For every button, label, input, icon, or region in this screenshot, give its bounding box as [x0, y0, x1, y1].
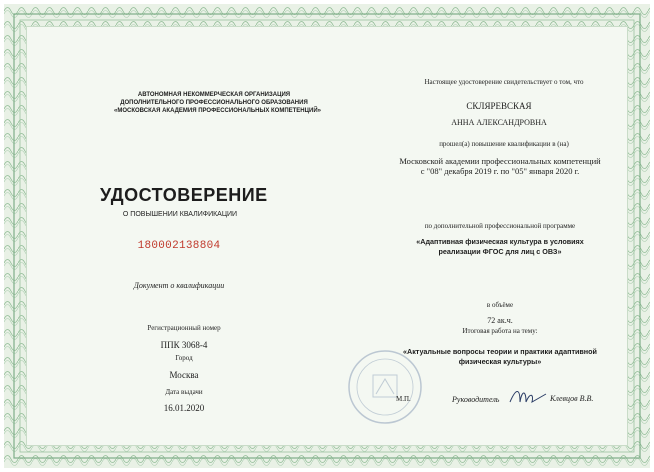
- seal-stamp: [346, 348, 424, 426]
- final-work-line-1: «Актуальные вопросы теории и практики адаптивной: [403, 347, 597, 356]
- stamp-place-label: М.П.: [396, 395, 411, 403]
- registration-label: Регистрационный номер: [147, 324, 221, 332]
- org-line-3: «МОСКОВСКАЯ АКАДЕМИЯ ПРОФЕССИОНАЛЬНЫХ КОМПЕТЕНЦИЙ»: [114, 108, 321, 114]
- holder-surname: СКЛЯРЕВСКАЯ: [466, 101, 532, 111]
- program-title-line-1: «Адаптивная физическая культура в условиях: [416, 237, 584, 246]
- document-subtitle: О ПОВЫШЕНИИ КВАЛИФИКАЦИИ: [122, 211, 238, 218]
- inner-field: [26, 26, 628, 446]
- org-line-1: АВТОНОМНАЯ НЕКОММЕРЧЕСКАЯ ОРГАНИЗАЦИЯ: [137, 92, 291, 98]
- volume-label: в объёме: [486, 301, 514, 309]
- supervisor-name: Клевцов В.В.: [550, 394, 594, 403]
- supervisor-label: Руководитель: [452, 395, 500, 404]
- passed-text: прошел(а) повышение квалификации в (на): [439, 140, 569, 148]
- city-value: Москва: [169, 370, 199, 380]
- final-work-label: Итоговая работа на тему:: [462, 327, 538, 335]
- holder-name: АННА АЛЕКСАНДРОВНА: [451, 118, 547, 127]
- program-label: по дополнительной профессиональной программе: [424, 222, 576, 230]
- intro-text: Настоящее удостоверение свидетельствует о том, что: [424, 78, 584, 86]
- certificate: [4, 4, 650, 468]
- signature: [508, 384, 548, 408]
- document-title: УДОСТОВЕРЕНИЕ: [100, 185, 268, 205]
- volume-value: 72 ак.ч.: [487, 316, 513, 325]
- final-work-line-2: физическая культуры»: [458, 357, 542, 366]
- document-type: Документ о квалификации: [133, 281, 225, 290]
- issue-date-label: Дата выдачи: [165, 388, 203, 396]
- serial-number: 180002138804: [137, 240, 221, 252]
- academy-name: Московской академии профессиональных компетенций: [399, 156, 601, 166]
- program-title-line-2: реализации ФГОС для лиц с ОВЗ»: [438, 247, 562, 256]
- registration-number: ППК 3068-4: [160, 340, 208, 350]
- issue-date-value: 16.01.2020: [163, 403, 205, 413]
- city-label: Город: [175, 354, 193, 362]
- study-period: с "08" декабря 2019 г. по "05" января 2020 г.: [420, 166, 580, 176]
- org-line-2: ДОПОЛНИТЕЛЬНОГО ПРОФЕССИОНАЛЬНОГО ОБРАЗОВАНИЯ: [120, 100, 308, 106]
